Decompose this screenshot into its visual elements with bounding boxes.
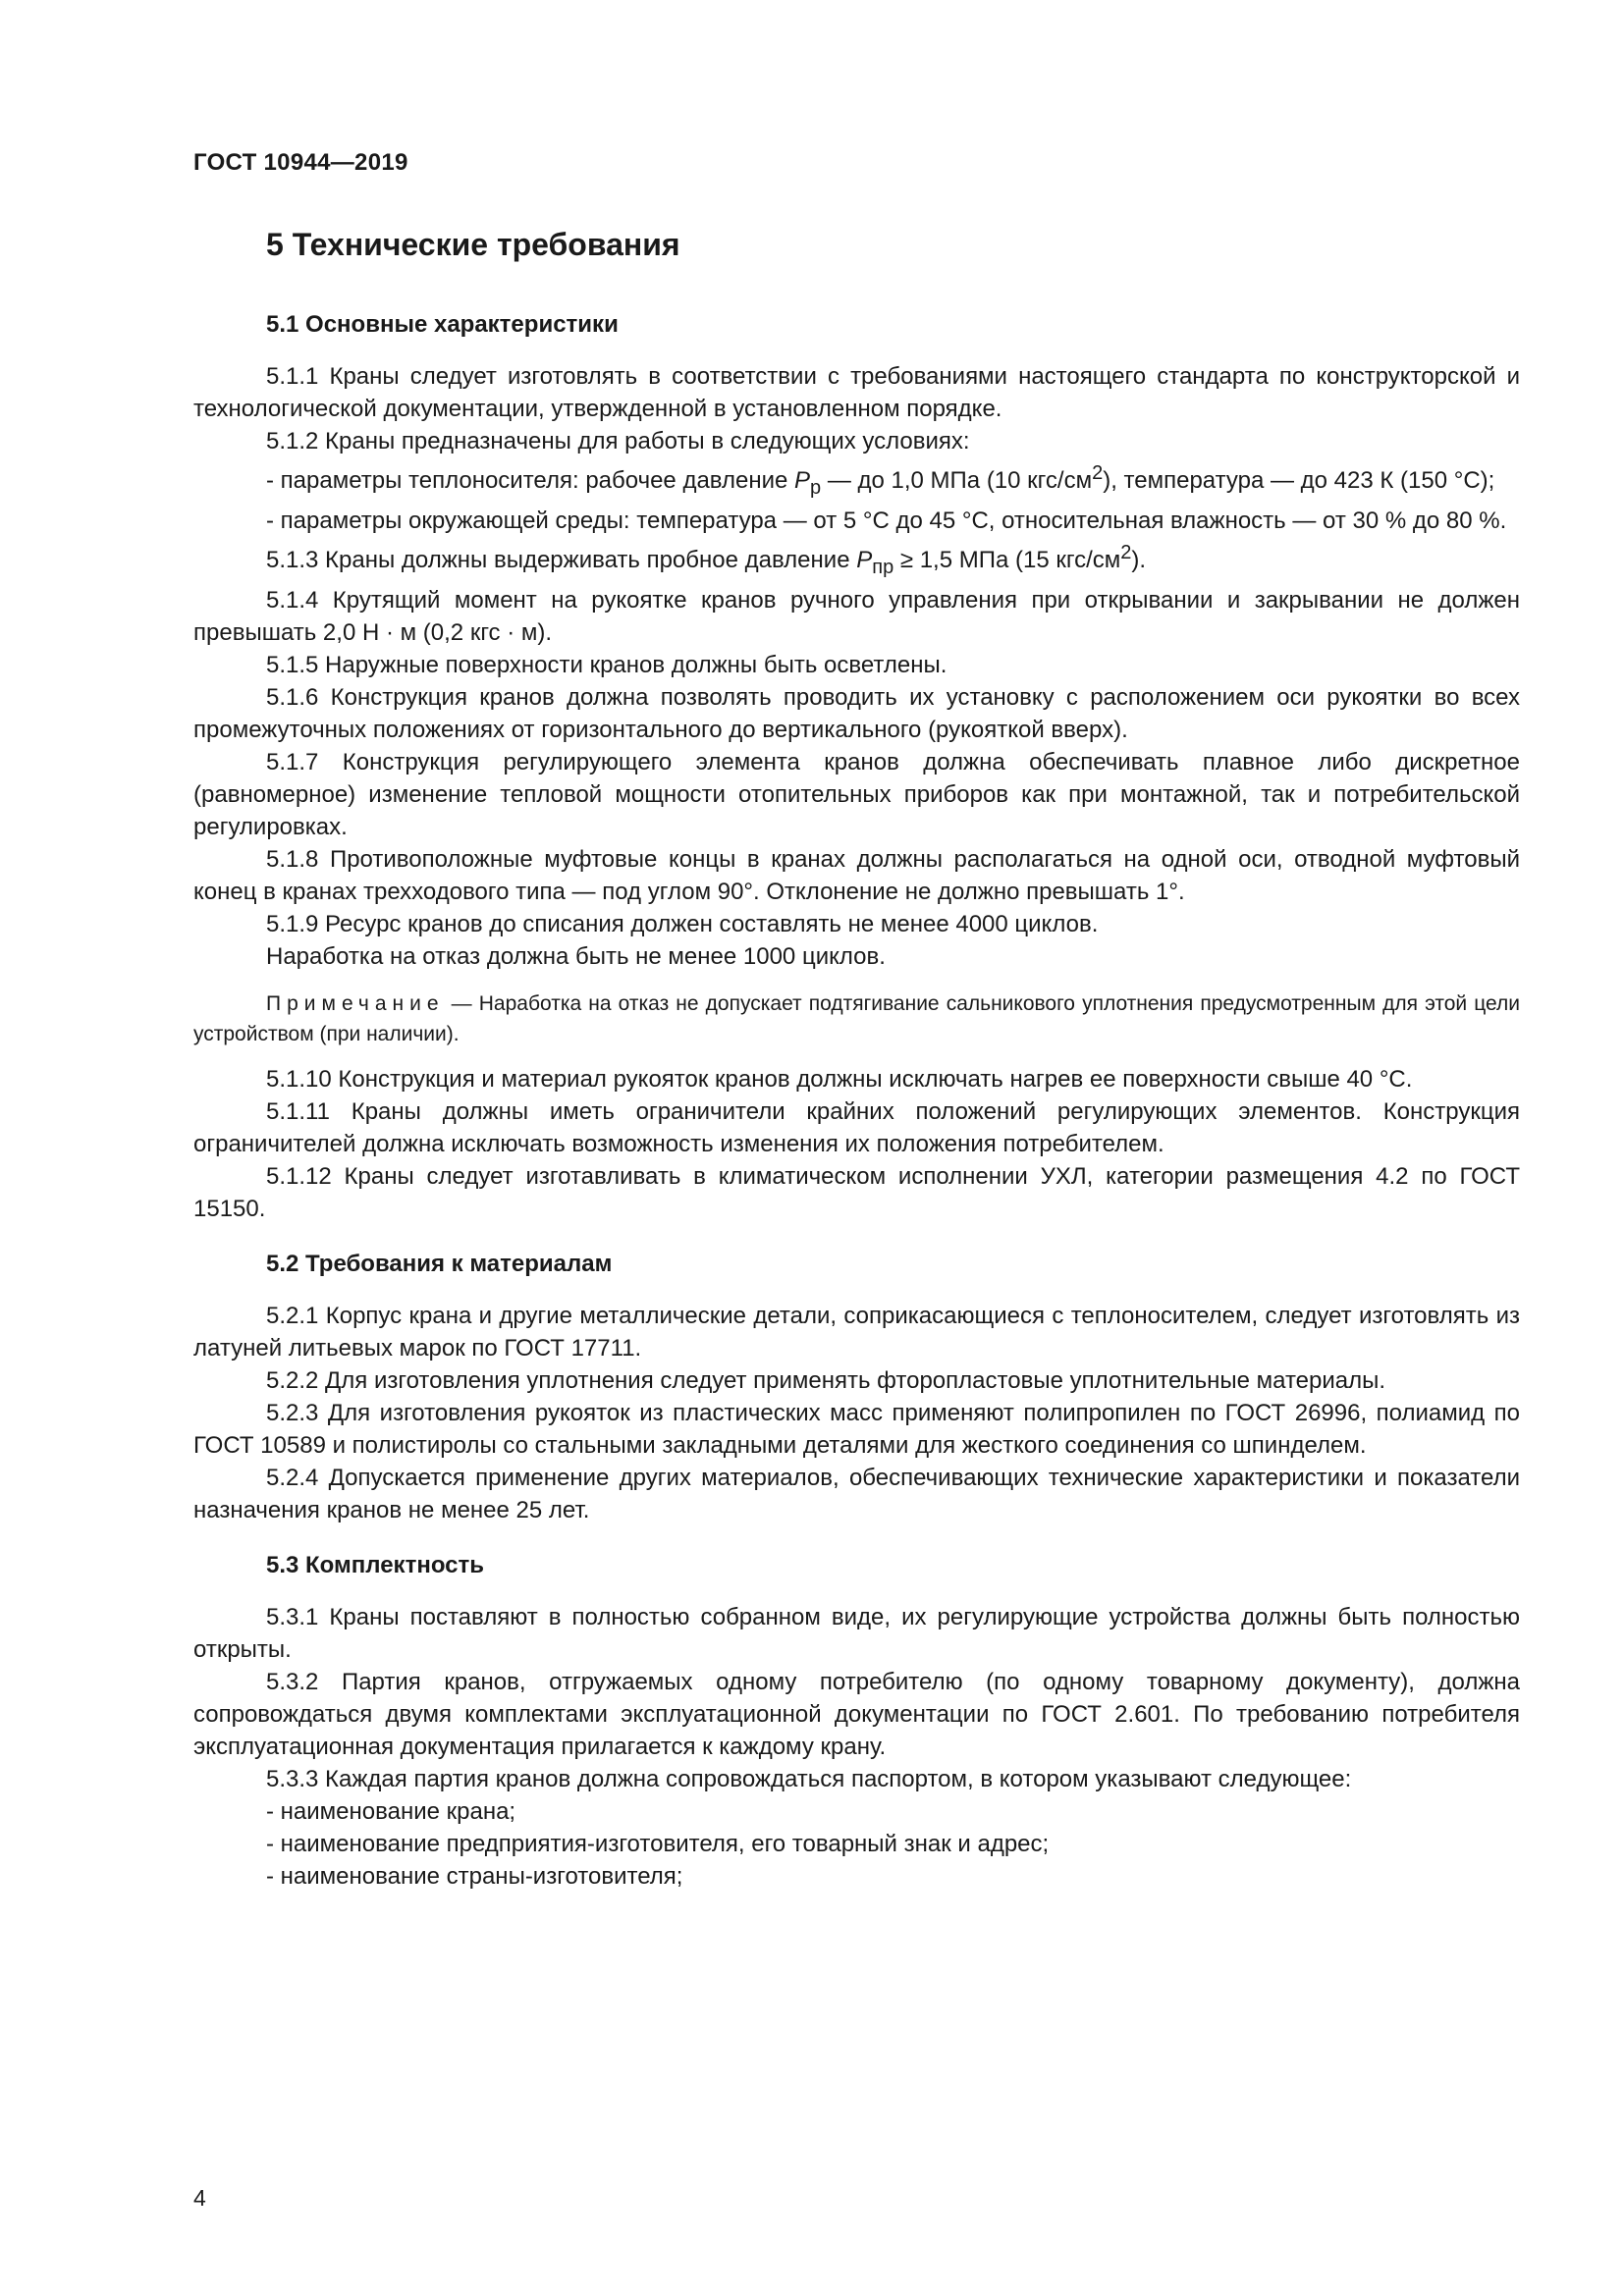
paragraph-5-1-12: 5.1.12 Краны следует изготавливать в климатическом исполнении УХЛ, категории размещения 4.2 по ГОСТ 15150. xyxy=(193,1162,1520,1222)
document-header: ГОСТ 10944—2019 xyxy=(193,149,408,176)
paragraph-5-2-1: 5.2.1 Корпус крана и другие металлические детали, соприкасающиеся с теплоносителем, следует изготовлять из латуней литьевых марок по ГОСТ 17711. xyxy=(193,1302,1520,1362)
paragraph-5-1-6: 5.1.6 Конструкция кранов должна позволять проводить их установку с расположением оси рукоятки во всех промежуточных положениях от горизонтального до вертикального (рукояткой вверх). xyxy=(193,683,1520,743)
paragraph-5-1-7: 5.1.7 Конструкция регулирующего элемента кранов должна обеспечивать плавное либо дискретное (равномерное) изменение тепловой мощности отопительных приборов как при монтажной, так и потребительской регулировках. xyxy=(193,748,1520,840)
paragraph-5-1-5: 5.1.5 Наружные поверхности кранов должны быть осветлены. xyxy=(266,651,947,678)
page-content xyxy=(193,221,1520,1893)
paragraph-5-1-1: 5.1.1 Краны следует изготовлять в соответствии с требованиями настоящего стандарта по конструкторской и технологической документации, утвержденной в установленном порядке. xyxy=(193,363,1520,422)
section-title: 5 Технические требования xyxy=(266,227,680,262)
paragraph-5-1-9: 5.1.9 Ресурс кранов до списания должен составлять не менее 4000 циклов. xyxy=(266,910,1099,937)
paragraph-5-1-8: 5.1.8 Противоположные муфтовые концы в кранах должны располагаться на одной оси, отводной муфтовый конец в кранах трехходового типа — под углом 90°. Отклонение не должно превышать 1°. xyxy=(193,845,1520,905)
paragraph-5-3-1: 5.3.1 Краны поставляют в полностью собранном виде, их регулирующие устройства должны быть полностью открыты. xyxy=(193,1603,1520,1663)
paragraph-5-2-3: 5.2.3 Для изготовления рукояток из пластических масс применяют полипропилен по ГОСТ 26996, полиамид по ГОСТ 10589 и полистиролы со стальными закладными деталями для жесткого соединения со шпинделем. xyxy=(193,1399,1520,1459)
subsection-title-5-1: 5.1 Основные характеристики xyxy=(266,311,619,338)
paragraph-5-2-2: 5.2.2 Для изготовления уплотнения следует применять фторопластовые уплотнительные материалы. xyxy=(266,1366,1386,1394)
paragraph-5-1-2-environment: - параметры окружающей среды: температура — от 5 °С до 45 °С, относительная влажность — от 30 % до 80 %. xyxy=(266,507,1507,534)
paragraph-5-2-4: 5.2.4 Допускается применение других материалов, обеспечивающих технические характеристики и показатели назначения кранов не менее 25 лет. xyxy=(193,1464,1520,1523)
note xyxy=(193,988,1520,1049)
page-number: 4 xyxy=(193,2185,206,2211)
note-label: Примечание xyxy=(266,991,445,1015)
list-item: - наименование страны-изготовителя; xyxy=(266,1862,683,1890)
paragraph-5-1-4: 5.1.4 Крутящий момент на рукоятке кранов ручного управления при открывании и закрывании не должен превышать 2,0 Н · м (0,2 кгс · м). xyxy=(193,586,1520,646)
paragraph-5-1-3: 5.1.3 Краны должны выдерживать пробное давление $P_{пр} \ge 1,5$ МПа (15 кгс/$см^2$). xyxy=(266,541,1147,578)
list-item: - наименование крана; xyxy=(266,1797,516,1825)
paragraph-5-1-10: 5.1.10 Конструкция и материал рукояток кранов должны исключать нагрев ее поверхности свыше 40 °С. xyxy=(266,1065,1413,1093)
subsection-title-5-2: 5.2 Требования к материалам xyxy=(266,1250,613,1277)
subsection-title-5-3: 5.3 Комплектность xyxy=(266,1551,485,1578)
paragraph-5-3-2: 5.3.2 Партия кранов, отгружаемых одному потребителю (по одному товарному документу), должна сопровождаться двумя комплектами эксплуатационной документации по ГОСТ 2.601. По требованию потребителя эксплуатационная документация прилагается к каждому крану. xyxy=(193,1668,1520,1760)
note-text: — Наработка на отказ не допускает подтягивание сальникового уплотнения предусмотренным для этой цели устройством (при наличии). xyxy=(193,991,1520,1045)
paragraph-5-1-9-mtbf: Наработка на отказ должна быть не менее 1000 циклов. xyxy=(266,942,886,970)
paragraph-5-1-2: 5.1.2 Краны предназначены для работы в следующих условиях: xyxy=(266,428,970,454)
paragraph-5-1-11: 5.1.11 Краны должны иметь ограничители крайних положений регулирующих элементов. Конструкция ограничителей должна исключать возможность изменения их положения потребителем. xyxy=(193,1097,1520,1157)
list-item: - наименование предприятия-изготовителя, его товарный знак и адрес; xyxy=(266,1830,1050,1857)
paragraph-5-3-3: 5.3.3 Каждая партия кранов должна сопровождаться паспортом, в котором указывают следующее: xyxy=(266,1765,1352,1792)
paragraph-5-1-2-coolant: - параметры теплоносителя: рабочее давление $P_р$ — до 1,0 МПа (10 кгс/$см^2$), температура — до 423 К (150 °С); xyxy=(266,462,1495,499)
